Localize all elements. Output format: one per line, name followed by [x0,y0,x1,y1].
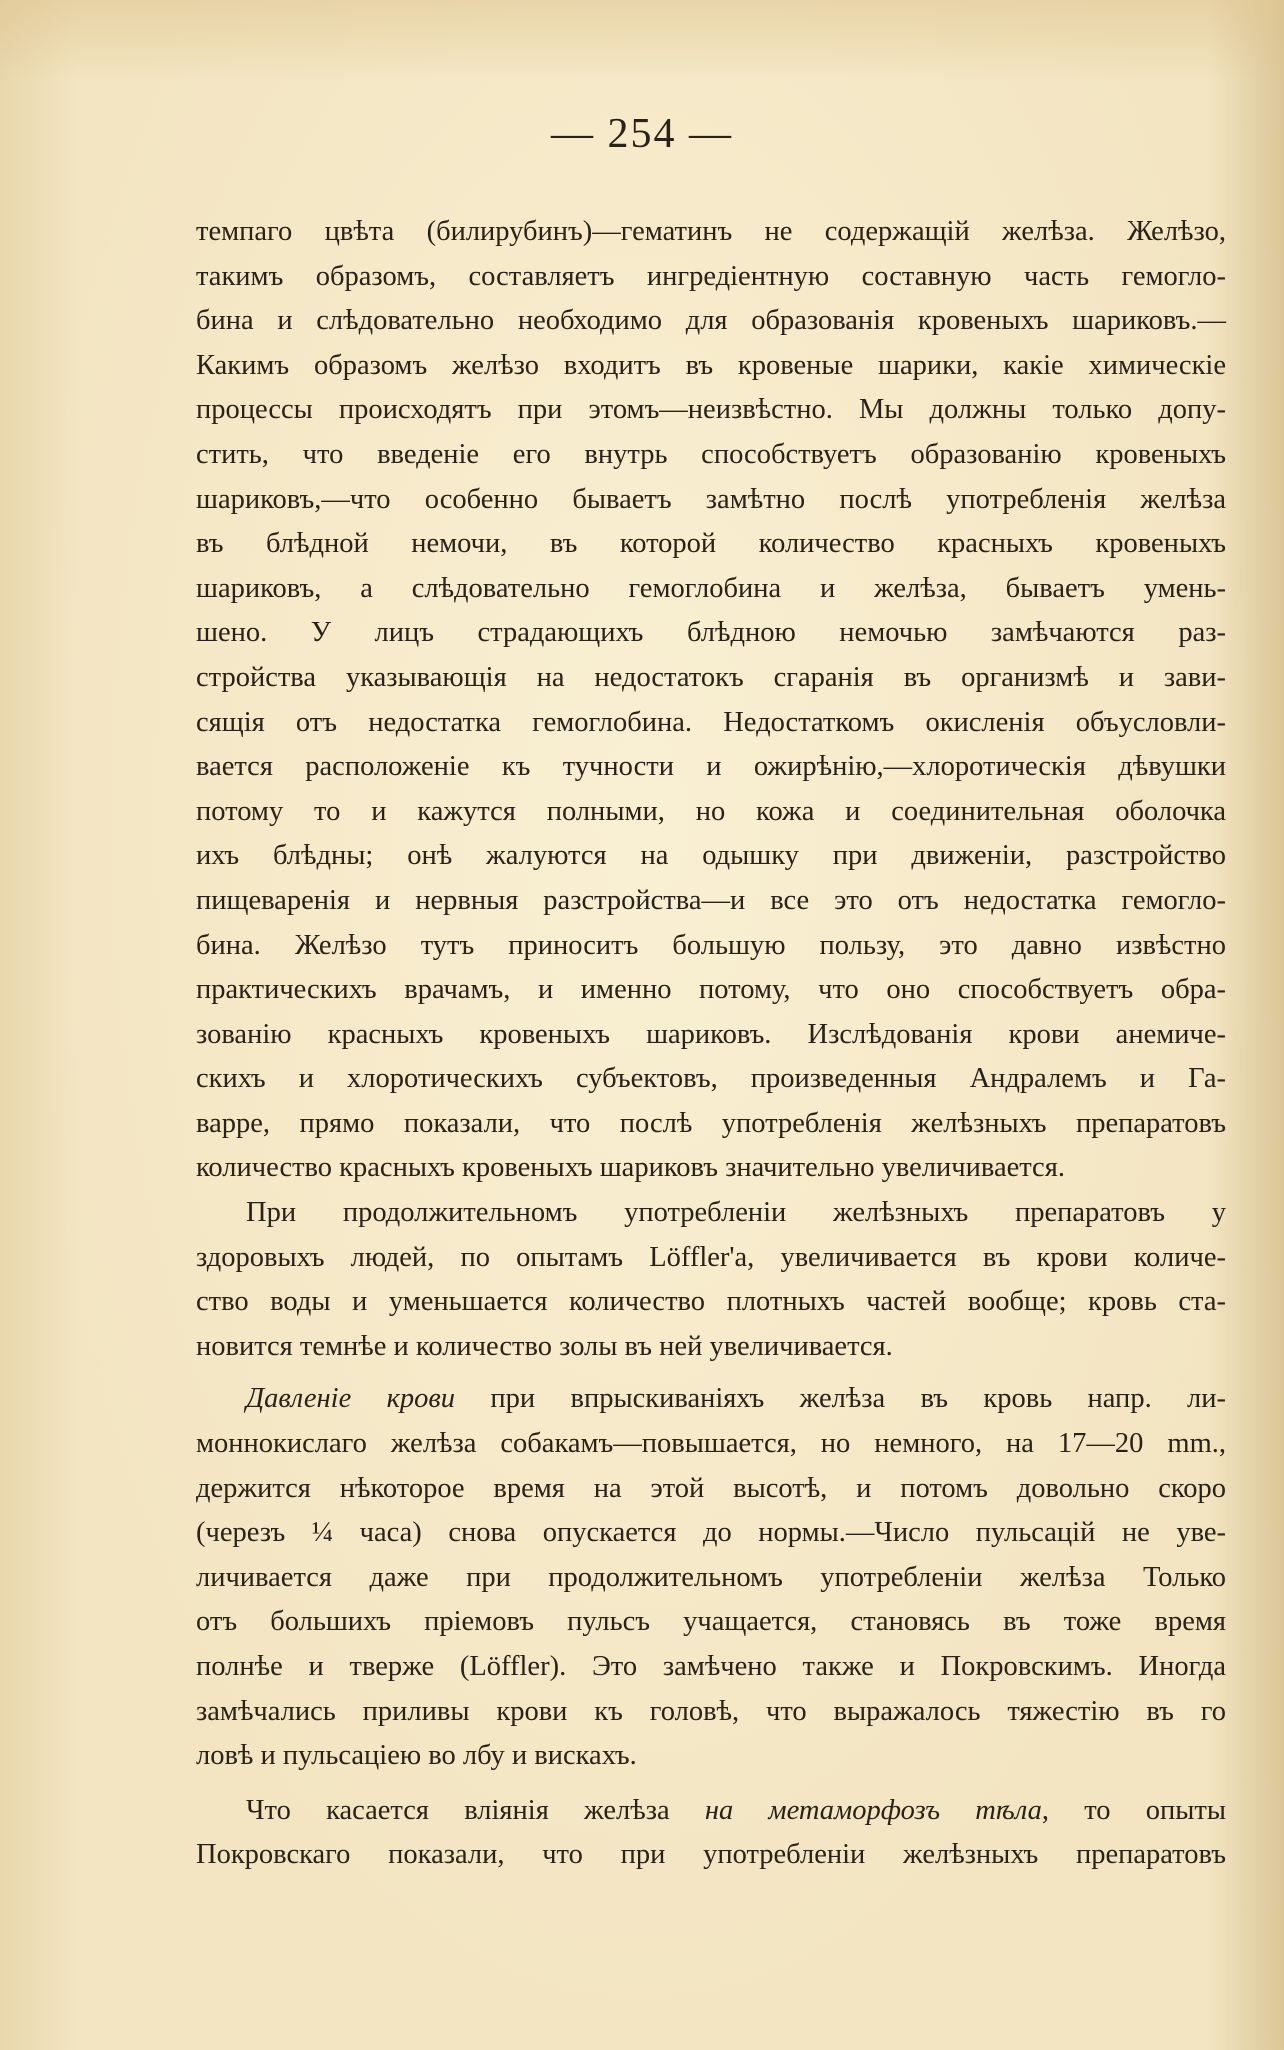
text-line: личивается даже при продолжительномъ употребленіи желѣза Только [196,1561,1226,1593]
paragraph-2 [196,1191,1226,1369]
text-line [196,1789,1226,1834]
text-line: При продолжительномъ употребленіи желѣзныхъ препаратовъ у [246,1197,1226,1229]
text-line: здоровыхъ людей, по опытамъ Löffler'а, увеличивается въ крови количе- [196,1241,1226,1273]
text-line: ихъ блѣдны; онѣ жалуются на одышку при движеніи, разстройство [196,840,1226,872]
text-line [196,1377,1226,1422]
text-line: въ блѣдной немочи, въ которой количество красныхъ кровеныхъ [196,528,1226,560]
text-line: отъ большихъ пріемовъ пульсъ учащается, становясь въ тоже время [196,1606,1226,1638]
text-line: замѣчались приливы крови къ головѣ, что выражалось тяжестію въ го [196,1695,1226,1727]
text-line: темпаго цвѣта (билирубинъ)—гематинъ не содержащій желѣза. Желѣзо, [196,216,1226,247]
text-line: количество красныхъ кровеныхъ шариковъ значительно увеличивается. [196,1152,1065,1184]
text-line: бина и слѣдовательно необходимо для образованія кровеныхъ шариковъ.— [196,305,1226,337]
text-line: вается расположеніе къ тучности и ожирѣнію,—хлоротическія дѣвушки [196,751,1226,783]
text-run: Что касается вліянія желѣза [246,1794,705,1826]
page-number: — 254 — [551,111,733,157]
italic-term: Давленіе крови [246,1383,456,1415]
text-line: пищеваренія и нервныя разстройства—и все это отъ недостатка гемогло- [196,884,1226,916]
text-line: шариковъ, а слѣдовательно гемоглобина и желѣза, бываетъ умень- [196,572,1226,604]
text-line: стройства указывающія на недостатокъ сгаранія въ организмѣ и зави- [196,661,1226,693]
text-line: потому то и кажутся полными, но кожа и соединительная оболочка [196,795,1226,827]
text-line: Какимъ образомъ желѣзо входитъ въ кровеные шарики, какіе химическіе [196,349,1226,381]
text-line: (черезъ ¼ часа) снова опускается до нормы.—Число пульсацій не уве- [196,1517,1226,1549]
text-line: варре, прямо показали, что послѣ употребленія желѣзныхъ препаратовъ [196,1107,1226,1139]
text-line: ловѣ и пульсаціею во лбу и вискахъ. [196,1740,637,1772]
text-line: моннокислаго желѣза собакамъ—повышается, но немного, на 17—20 mm., [196,1428,1226,1460]
text-line: зованію красныхъ кровеныхъ шариковъ. Изслѣдованія крови анемиче- [196,1018,1226,1050]
paragraph-4 [196,1789,1226,1878]
italic-term: на метаморфозъ тѣла [704,1794,1042,1826]
text-line: ство воды и уменьшается количество плотныхъ частей вообще; кровь ста- [196,1286,1226,1318]
text-run: при впрыскиваніяхъ желѣза въ кровь напр. ли- [455,1383,1227,1415]
text-line: шариковъ,—что особенно бываетъ замѣтно послѣ употребленія желѣза [196,483,1226,515]
text-line: такимъ образомъ, составляетъ ингредіентную составную часть гемогло- [196,260,1226,292]
text-line: скихъ и хлоротическихъ субъектовъ, произведенныя Андралемъ и Га- [196,1063,1226,1095]
body-text [196,210,1226,1878]
text-line: практическихъ врачамъ, и именно потому, что оно способствуетъ обра- [196,974,1226,1006]
text-line: шено. У лицъ страдающихъ блѣдною немочью замѣчаются раз- [196,617,1226,649]
text-line: сящія отъ недостатка гемоглобина. Недостаткомъ окисленія объусловли- [196,706,1226,738]
text-line: процессы происходятъ при этомъ—неизвѣстно. Мы должны только допу- [196,394,1226,426]
text-line: бина. Желѣзо тутъ приноситъ большую пользу, это давно извѣстно [196,929,1226,961]
text-line: новится темнѣе и количество золы въ ней увеличивается. [196,1330,893,1362]
text-run: , то опыты [1041,1794,1226,1826]
text-line: держится нѣкоторое время на этой высотѣ, и потомъ довольно скоро [196,1472,1226,1504]
paragraph-3 [196,1377,1226,1778]
paragraph-1 [196,210,1226,1191]
text-line: стить, что введеніе его внутрь способствуетъ образованію кровеныхъ [196,438,1226,470]
page-stain [0,0,1284,80]
text-line: Покровскаго показали, что при употребленіи желѣзныхъ препаратовъ [196,1839,1226,1871]
text-line: полнѣе и тверже (Löffler). Это замѣчено также и Покровскимъ. Иногда [196,1651,1226,1682]
